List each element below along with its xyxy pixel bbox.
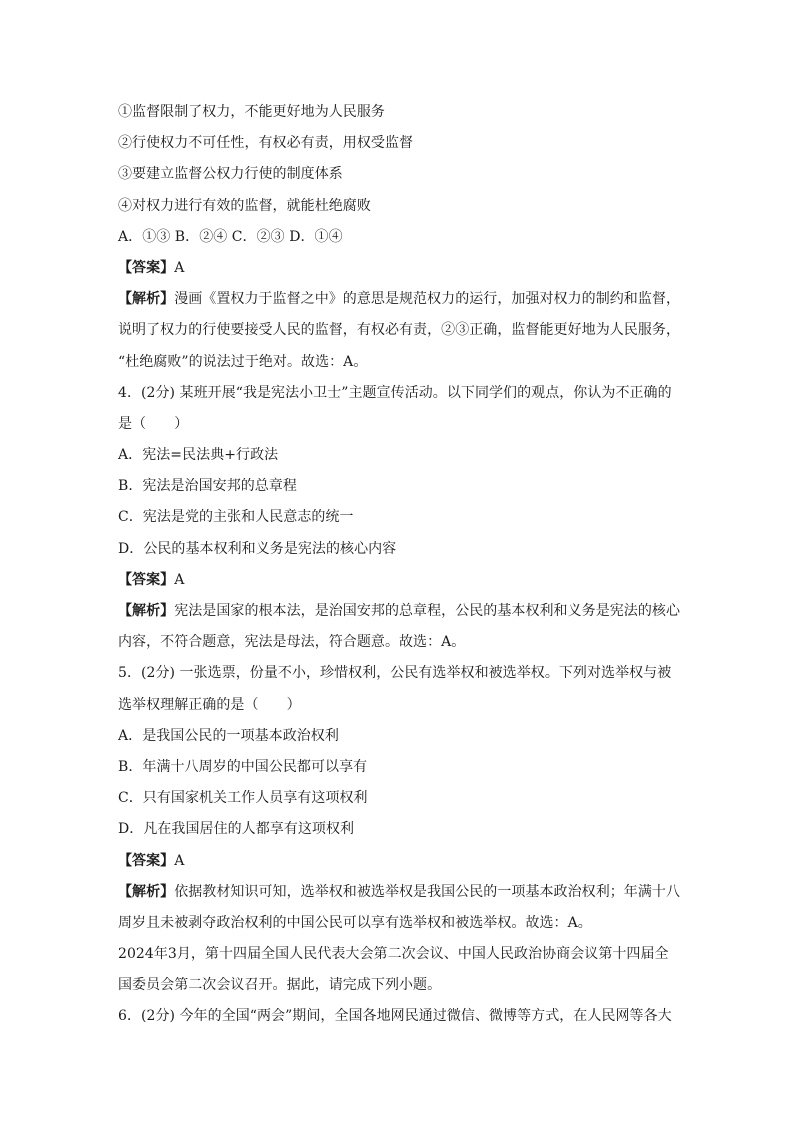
answer-value: A <box>174 571 185 588</box>
q5-analysis-line-1 <box>118 877 682 908</box>
q4-stem-line-1: 4．(2分) 某班开展“我是宪法小卫士”主题宣传活动。以下同学们的观点，你认为不正确的 <box>118 384 672 401</box>
q4-analysis-line-2: 内容，不符合题意，宪法是母法，符合题意。故选：A。 <box>118 634 466 651</box>
answer-label: 【答案】 <box>118 259 175 276</box>
q4-option-c: C．宪法是党的主张和人民意志的统一 <box>118 509 354 526</box>
analysis-text: 漫画《置权力于监督之中》的意思是规范权力的运行，加强对权力的制约和监督， <box>174 291 681 308</box>
q5-option-a: A．是我国公民的一项基本政治权利 <box>118 727 339 744</box>
analysis-label: 【解析】 <box>118 291 175 308</box>
intro-line-2: 国委员会第二次会议召开。据此，请完成下列小题。 <box>118 977 442 994</box>
q4-stem-line-2: 是（ ） <box>118 415 189 432</box>
q3-analysis-line-1 <box>118 284 682 315</box>
answer-label: 【答案】 <box>118 571 175 588</box>
q3-analysis-line-2: 说明了权力的行使要接受人民的监督，有权必有责，②③正确，监督能更好地为人民服务， <box>118 322 680 339</box>
q3-option-1: ①监督限制了权力，不能更好地为人民服务 <box>118 104 385 120</box>
analysis-label: 【解析】 <box>118 883 175 900</box>
q5-answer <box>118 846 682 877</box>
q4-option-b: B．宪法是治国安邦的总章程 <box>118 478 297 495</box>
analysis-label: 【解析】 <box>118 603 175 619</box>
answer-value: A <box>174 852 185 869</box>
q3-option-4: ④对权力进行有效的监督，就能杜绝腐败 <box>118 197 371 214</box>
q5-option-c: C．只有国家机关工作人员享有这项权利 <box>118 790 368 807</box>
answer-value: A <box>174 259 185 276</box>
q4-answer <box>118 565 682 596</box>
analysis-text: 依据教材知识可知，选举权和被选举权是我国公民的一项基本政治权利；年满十八 <box>174 883 681 900</box>
q4-option-d: D．公民的基本权利和义务是宪法的核心内容 <box>118 540 397 557</box>
q3-answer <box>118 253 682 284</box>
q3-choices: A．①③ B．②④ C．②③ D．①④ <box>118 228 343 245</box>
q5-stem-line-1: 5．(2分) 一张选票，份量不小，珍惜权利，公民有选举权和被选举权。下列对选举权与被 <box>118 665 672 682</box>
q5-analysis-line-2: 周岁且未被剥夺政治权利的中国公民可以享有选举权和被选举权。故选：A。 <box>118 914 592 931</box>
intro-line-1: 2024年3月，第十四届全国人民代表大会第二次会议、中国人民政治协商会议第十四届全 <box>118 946 669 963</box>
q6-stem-line-1: 6．(2分) 今年的全国“两会”期间，全国各地网民通过微信、微博等方式，在人民网等各大 <box>118 1008 672 1025</box>
q3-option-3: ③要建立监督公权力行使的制度体系 <box>118 166 343 183</box>
q5-stem-line-2: 选举权理解正确的是（ ） <box>118 696 301 713</box>
q4-option-a: A．宪法=民法典+行政法 <box>118 447 279 464</box>
answer-label: 【答案】 <box>118 852 175 869</box>
q5-option-d: D．凡在我国居住的人都享有这项权利 <box>118 821 355 838</box>
q3-analysis-line-3: “杜绝腐败”的说法过于绝对。故选：A。 <box>118 353 368 370</box>
q3-option-2: ②行使权力不可任性，有权必有责，用权受监督 <box>118 135 414 152</box>
analysis-text: 宪法是国家的根本法，是治国安邦的总章程，公民的基本权利和义务是宪法的核心 <box>174 603 681 619</box>
q4-analysis-line-1 <box>118 596 682 627</box>
q5-option-b: B．年满十八周岁的中国公民都可以享有 <box>118 758 368 775</box>
